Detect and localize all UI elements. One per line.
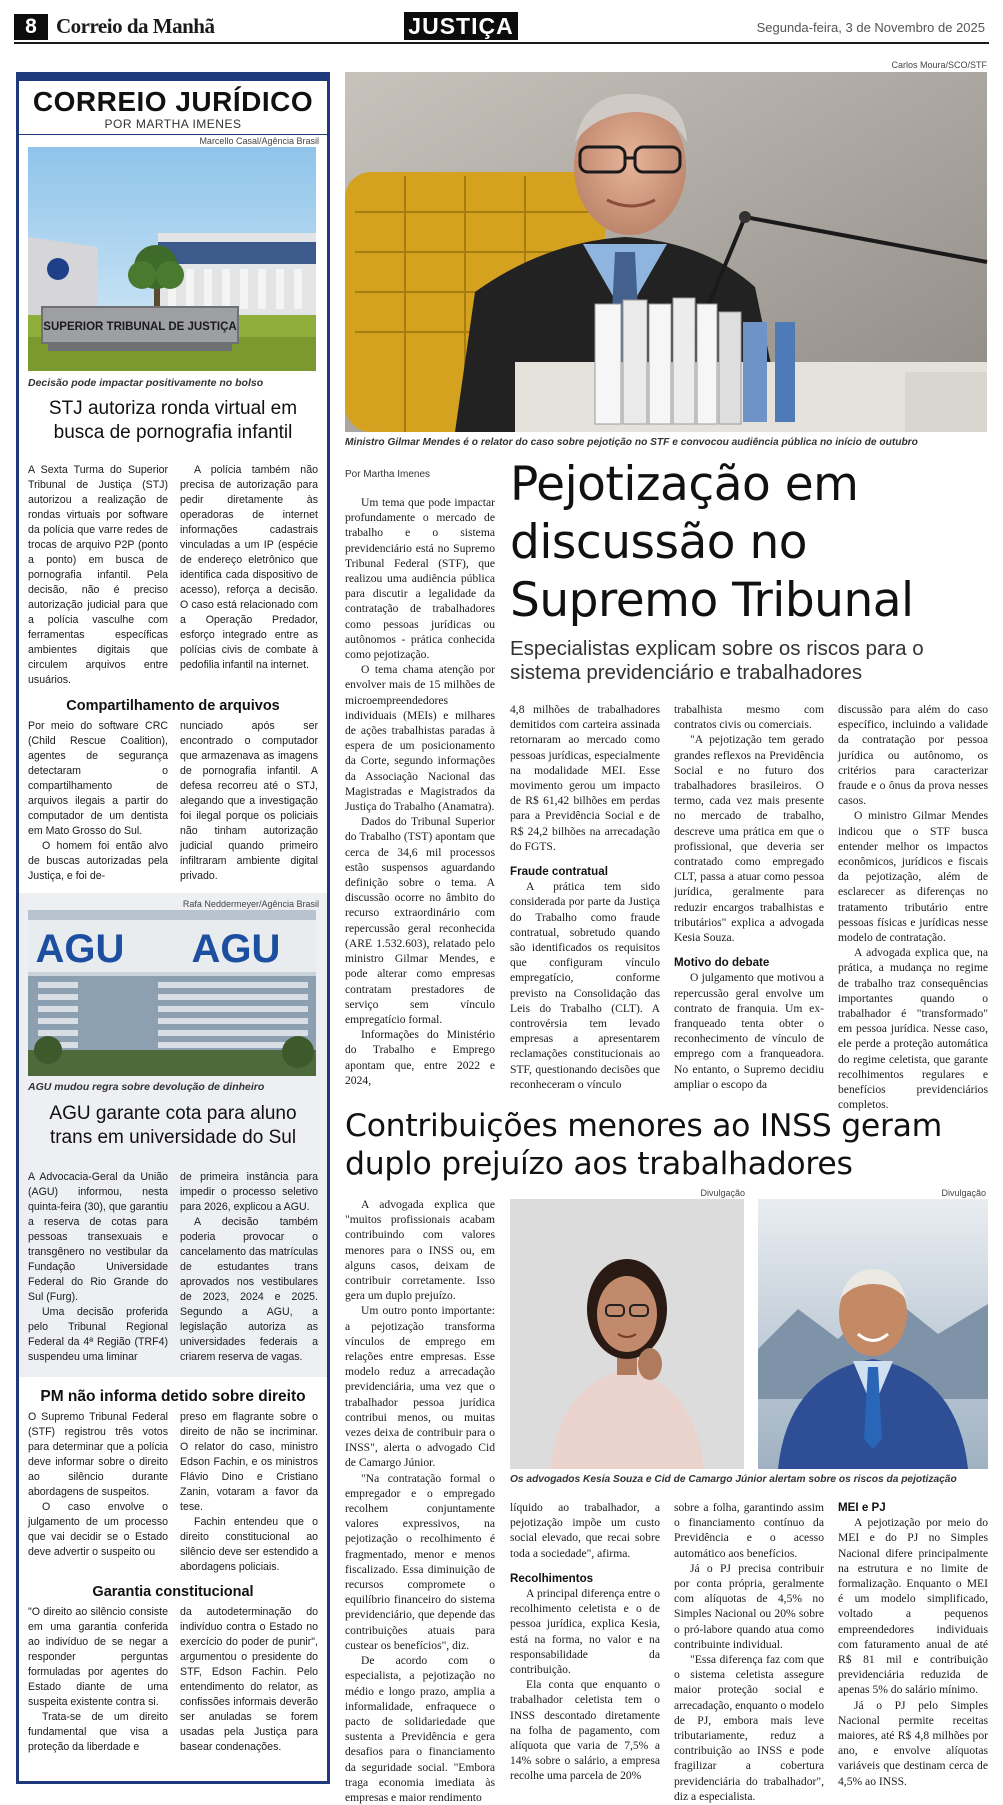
article-paragraph: "Essa diferença faz com que o sistema celetista assegure maior proteção social e arrecadação, enquanto o modelo de PJ, embora mais leve tributariamente, reduz a contribuição ao INSS e pode fragilizar a cobertura previdenciária do trabalhador", diz a especialista. — [674, 1653, 824, 1803]
article-paragraph: "Na contratação formal o empregador e o empregado recolhem conjuntamente valores expressivos, na pejotização o recolhimento é fragmentado, menor e menos fiscalizado. Essa diminuição de recursos compromete o equilíbrio financeiro do sistema previdenciário, que depende das contribuições atuais para custear os benefícios", diz. — [345, 1471, 495, 1652]
column-title: CORREIO JURÍDICO — [32, 86, 314, 117]
article-column — [510, 1500, 660, 1785]
article-paragraph: Ela conta que enquanto o trabalhador celetista tem o INSS descontado diretamente na folha de pagamento, com alíquota que varia de 7,5% a 14% sobre o salário, a empresa recolhe uma parcela de 20% — [510, 1678, 660, 1783]
story-column — [180, 1410, 318, 1582]
story-paragraph: preso em flagrante sobre o direito de não se incriminar. O relator do caso, ministro Edson Fachin, e os ministros Flávio Dino e Cristiano Zanin, votaram a favor da tese. — [180, 1411, 318, 1513]
photo-credit: Divulgação — [700, 1188, 745, 1198]
story-paragraph: A Sexta Turma do Superior Tribunal de Justiça (STJ) autorizou a realização de rondas virtuais por software da polícia que varre redes de trocas de arquivo P2P (ponto a ponto) em busca de pornografia infantil. Pela decisão, não é preciso autorização judicial para que a polícia vasculhe com ferramentas específicas ambientes digitais que circulem arquivos entre usuários. — [28, 464, 168, 686]
photo-caption: AGU mudou regra sobre devolução de dinheiro — [28, 1081, 265, 1093]
story-subhead: Garantia constitucional — [92, 1584, 254, 1600]
photo-caption: Decisão pode impactar positivamente no bolso — [28, 377, 264, 389]
agu-sign-text: AGU — [191, 927, 281, 971]
lawyer-cid-image — [758, 1199, 988, 1469]
article-paragraph: 4,8 milhões de trabalhadores demitidos com carteira assinada retornaram ao mercado como pessoas jurídicas, especialmente na modalidade MEI. Esse movimento gerou um impacto de R$ 61,42 bilhões em perdas para a Previdência Social e de R$ 24,2 bilhões na arrecadação do FGTS. — [510, 703, 660, 853]
article-paragraph: A principal diferença entre o recolhimento celetista e o de pessoa jurídica, explica Kesia, está na forma, no valor e na responsabilidade da contribuição. — [510, 1587, 660, 1677]
column-author: POR MARTHA IMENES — [104, 117, 242, 131]
article-paragraph: A advogada explica que "muitos profissionais acabam contribuindo com valores menores para o INSS ou, em alguns casos, deixam de contribuir corretamente. Isso gera um duplo prejuízo. — [345, 1198, 495, 1303]
main-subheadline: Especialistas explicam sobre os riscos para o sistema previdenciário e trabalhadores — [510, 637, 924, 684]
lawyer-kesia-image — [510, 1199, 744, 1469]
story-paragraph: O homem foi então alvo de buscas autorizadas pela Justiça, e foi de- — [28, 840, 168, 882]
story-column — [180, 1605, 318, 1777]
story-paragraph: O caso envolve o julgamento de um processo que vai decidir se o Estado deve advertir o suspeito ou — [28, 1501, 168, 1558]
article-paragraph: O ministro Gilmar Mendes indicou que o STF busca entender melhor os impactos econômicos, jurídicos e fiscais da pejotização, além de esclarecer as diferenças no tratamento tributário entre pessoas físicas e jurídicas nesse modelo de contratação. — [838, 809, 988, 945]
stj-building-image — [28, 147, 316, 371]
article-paragraph: Já o PJ precisa contribuir por conta própria, geralmente com alíquotas de 4,5% no Simples Nacional ou 20% sobre o pró-labore quando atua como contribuinte individual. — [674, 1561, 824, 1651]
story-column — [28, 1170, 168, 1370]
story-paragraph: nunciado após ser encontrado o computador que armazenava as imagens de pornografia infantil. A defesa recorreu até o STJ, alegando que a investigação foi ilegal porque os policiais não tinham autorização judicial quando primeiro infiltraram ambiente digital privado. — [180, 720, 318, 882]
photo-caption: Os advogados Kesia Souza e Cid de Camargo Júnior alertam sobre os riscos da pejotização — [510, 1474, 957, 1485]
article-paragraph: Já o PJ pelo Simples Nacional permite receitas maiores, até R$ 4,8 milhões por ano, e envolve alíquotas variáveis que destinam cerca de 4,5% ao INSS. — [838, 1698, 988, 1788]
header-rule — [14, 42, 989, 44]
article-subhead: Fraude contratual — [510, 865, 608, 879]
photo-credit: Marcello Casal/Agência Brasil — [199, 136, 319, 146]
byline: Por Martha Imenes — [345, 469, 431, 480]
minister-photo — [345, 72, 987, 432]
article-column — [345, 495, 495, 1085]
article-paragraph: Dados do Tribunal Superior do Trabalho (TST) apontam que cerca de 34,6 mil processos estão suspensos aguardando definição sobre o tema. A discussão ocorre no âmbito do recurso extraordinário com repercussão geral reconhecida (ARE 1.532.603), relatado pelo ministro Gilmar Mendes, e pode alterar como empresas contratam prestadores de serviço sem vínculo empregatício formal. — [345, 815, 495, 1026]
story-paragraph: de primeira instância para impedir o processo seletivo para 2026, explicou a AGU. — [180, 1171, 318, 1213]
article-paragraph: O julgamento que motivou a repercussão geral envolve um contrato de franquia. Um ex-franqueado tenta obter o reconhecimento de vínculo de emprego com a franqueadora. No entanto, o Supremo decidiu ampliar o escopo da — [674, 971, 824, 1091]
photo-credit: Carlos Moura/SCO/STF — [891, 60, 987, 70]
page-number: 8 — [14, 14, 48, 40]
agu-sign-text: AGU — [35, 927, 125, 971]
article-column — [838, 702, 988, 1112]
article-paragraph: "A pejotização tem gerado grandes reflexos na Previdência Social e no futuro dos trabalhadores brasileiros. O termo, cada vez mais presente no mercado de trabalho, descreve uma prática em que o profissional, que deveria ser contratado como empregado CLT, passa a atuar como pessoa jurídica, geralmente para reduzir encargos trabalhistas e tributários" explica a advogada Kesia Souza. — [674, 733, 824, 945]
story-paragraph: A decisão também poderia provocar o cancelamento das matrículas de estudantes trans aprovados nos vestibulares de 2023, 2024 e 2025. Segundo a AGU, a legislação autoriza as universidades federais a criarem reserva de vagas. — [180, 1216, 318, 1363]
article-paragraph: A advogada explica que, na prática, a mudança no regime de trabalho traz consequências importantes quando o trabalhador é "transformado" em pessoa jurídica. Nesse caso, ele perde a proteção automática do regime celetista, que garante recolhimentos regulares e benefícios previdenciários completos. — [838, 946, 988, 1112]
lawyer-kesia-photo — [510, 1199, 744, 1469]
article-paragraph: líquido ao trabalhador, a pejotização impõe um custo social elevado, que recai sobre toda a sociedade", afirma. — [510, 1501, 660, 1560]
article-paragraph: De acordo com o especialista, a pejotização no médio e longo prazo, amplia a informalidade, enfraquece o pacto de solidariedade que sustenta a Previdência e gera desafios para o financiamento da seguridade social. "Embora traga economia imediata às empresas e maior rendimento — [345, 1654, 495, 1804]
story-paragraph: O Supremo Tribunal Federal (STF) registrou três votos para determinar que a polícia deve informar sobre o direito ao silêncio durante abordagens de suspeitos. — [28, 1411, 168, 1498]
story-paragraph: Fachin entendeu que o direito constitucional ao silêncio deve ser estendido a abordagens policiais. — [180, 1516, 318, 1573]
lawyer-cid-photo — [758, 1199, 988, 1469]
story-headline: AGU garante cota para aluno trans em universidade do Sul — [49, 1103, 297, 1148]
article-subhead: Motivo do debate — [674, 956, 770, 970]
story-column — [28, 1410, 168, 1582]
story-column — [28, 463, 168, 691]
section-label: JUSTIÇA — [404, 12, 518, 40]
sidebar-divider — [19, 134, 327, 135]
article-paragraph: A prática tem sido considerada por parte da Justiça do Trabalho como fraude contratual, sobretudo quando são identificados os requisitos que configuram vínculo empregatício, conforme previsto na Consolidação das Leis do Trabalho (CLT). A controvérsia tem levado empresas a apresentarem reclamações constitucionais ao STF, questionando decisões que reconheceram o vínculo — [510, 880, 660, 1091]
story-paragraph: A polícia também não precisa de autorização para pedir diretamente às operadoras de internet informações cadastrais vinculadas a um IP (espécie de endereço eletrônico que identifica cada dispositivo de acesso), reforça a decisão. O caso está relacionado com a Operação Predador, esforço integrado entre as polícias civis de combate à pedofilia infantil na internet. — [180, 464, 318, 671]
article-column — [510, 702, 660, 1091]
photo-credit: Rafa Neddermeyer/Agência Brasil — [182, 899, 319, 909]
story-paragraph: "O direito ao silêncio consiste em uma garantia conferida ao indivíduo de se negar a responder perguntas formuladas por agentes do Estado diante de uma suspeita existente contra si. — [28, 1606, 168, 1708]
article-column — [345, 1197, 495, 1804]
article-column — [674, 1500, 824, 1803]
story-subhead: Compartilhamento de arquivos — [66, 698, 280, 714]
story-headline: STJ autoriza ronda virtual em busca de pornografia infantil — [48, 398, 298, 443]
article-column — [838, 1500, 988, 1788]
article-subhead: MEI e PJ — [838, 1501, 886, 1514]
article-paragraph: O tema chama atenção por envolver mais de 15 milhões de microempreendedores individuais (MEIs) e milhares de ações trabalhistas paradas à espera de um posicionamento da Corte, segundo informações da Associação Nacional das Magistradas e Magistrados da Justiça do Trabalho (Anamatra). — [345, 663, 495, 814]
article-column — [674, 702, 824, 1091]
stj-building-photo — [28, 147, 316, 371]
story-column — [180, 463, 318, 691]
story-paragraph: Trata-se de um direito fundamental que visa a proteção da liberdade e — [28, 1711, 168, 1753]
newspaper-name: Correio da Manhã — [56, 14, 215, 38]
article-paragraph: Um tema que pode impactar profundamente o mercado de trabalho e o sistema previdenciário está no Supremo Tribunal Federal (STF), que realizou uma audiência pública para discutir a legalidade da contratação de trabalhadores como pessoas jurídicas ou autônomos - prática conhecida como pejotização. — [345, 496, 495, 662]
story-column — [28, 719, 168, 887]
minister-image — [345, 72, 987, 432]
second-headline: Contribuições menores ao INSS geram duplo prejuízo aos trabalhadores — [345, 1108, 943, 1182]
sidebar-top-bar — [16, 72, 330, 81]
story-column — [180, 1170, 318, 1370]
article-paragraph: A pejotização por meio do MEI e do PJ no Simples Nacional difere principalmente na estrutura e no limite de formalização. Enquanto o MEI é um modelo simplificado, voltado a pequenos empreendedores individuais com faturamento anual de até R$ 81 mil e contribuição previdenciária reduzida de apenas 5% do salário mínimo. — [838, 1516, 988, 1697]
article-paragraph: sobre a folha, garantindo assim o financiamento contínuo da Previdência e o acesso automático aos benefícios. — [674, 1501, 824, 1560]
photo-credit: Divulgação — [941, 1188, 986, 1198]
story-paragraph: Por meio do software CRC (Child Rescue Coalition), agentes de segurança detectaram o compartilhamento de arquivos ilegais a partir do computador de um dentista em Mato Grosso do Sul. — [28, 720, 168, 837]
stj-sign-text: SUPERIOR TRIBUNAL DE JUSTIÇA — [43, 321, 237, 333]
dateline: Segunda-feira, 3 de Novembro de 2025 — [756, 20, 985, 35]
article-paragraph: Um outro ponto importante: a pejotização transforma vínculos de emprego em relações entre empresas. Esse modelo reduz a arrecadação previdenciária, uma vez que o trabalhador pessoa jurídica contribui menos, ou muitas vezes deixa de contribuir para o INSS", alerta o advogado Cid de Camargo Júnior. — [345, 1304, 495, 1470]
photo-caption: Ministro Gilmar Mendes é o relator do caso sobre pejotição no STF e convocou audiência pública no início de outubro — [345, 437, 918, 448]
agu-building-image — [28, 910, 316, 1076]
story-headline: PM não informa detido sobre direito — [40, 1388, 306, 1405]
article-paragraph: Informações do Ministério do Trabalho e Emprego apontam que, entre 2022 e 2024, — [345, 1028, 495, 1087]
story-paragraph: A Advocacia-Geral da União (AGU) informou, nesta quinta-feira (30), que garantiu a reserva de cotas para pessoas transexuais e transgênero no vestibular da Fundação Universidade Federal do Rio Grande do Sul (Furg). — [28, 1171, 168, 1303]
main-headline: Pejotização em discussão no Supremo Tribunal — [510, 457, 914, 628]
article-subhead: Recolhimentos — [510, 1571, 594, 1585]
story-column — [28, 1605, 168, 1777]
agu-building-photo — [28, 910, 316, 1076]
story-column — [180, 719, 318, 887]
article-paragraph: trabalhista mesmo com contratos civis ou comerciais. — [674, 703, 824, 732]
story-paragraph: Uma decisão proferida pelo Tribunal Regional Federal da 4ª Região (TRF4) suspendeu uma liminar — [28, 1306, 168, 1363]
story-paragraph: da autodeterminação do indivíduo contra o Estado no exercício do poder de punir", argumentou o presidente do STF, Edson Fachin. Pelo entendimento do relator, as confissões informais deverão ser anuladas se forem usadas pela Justiça para basear condenações. — [180, 1606, 318, 1753]
article-paragraph: discussão para além do caso específico, incluindo a validade da contratação por pessoa jurídica ou autônomo, os critérios para caracterizar fraude e o ônus da prova nesses casos. — [838, 703, 988, 808]
